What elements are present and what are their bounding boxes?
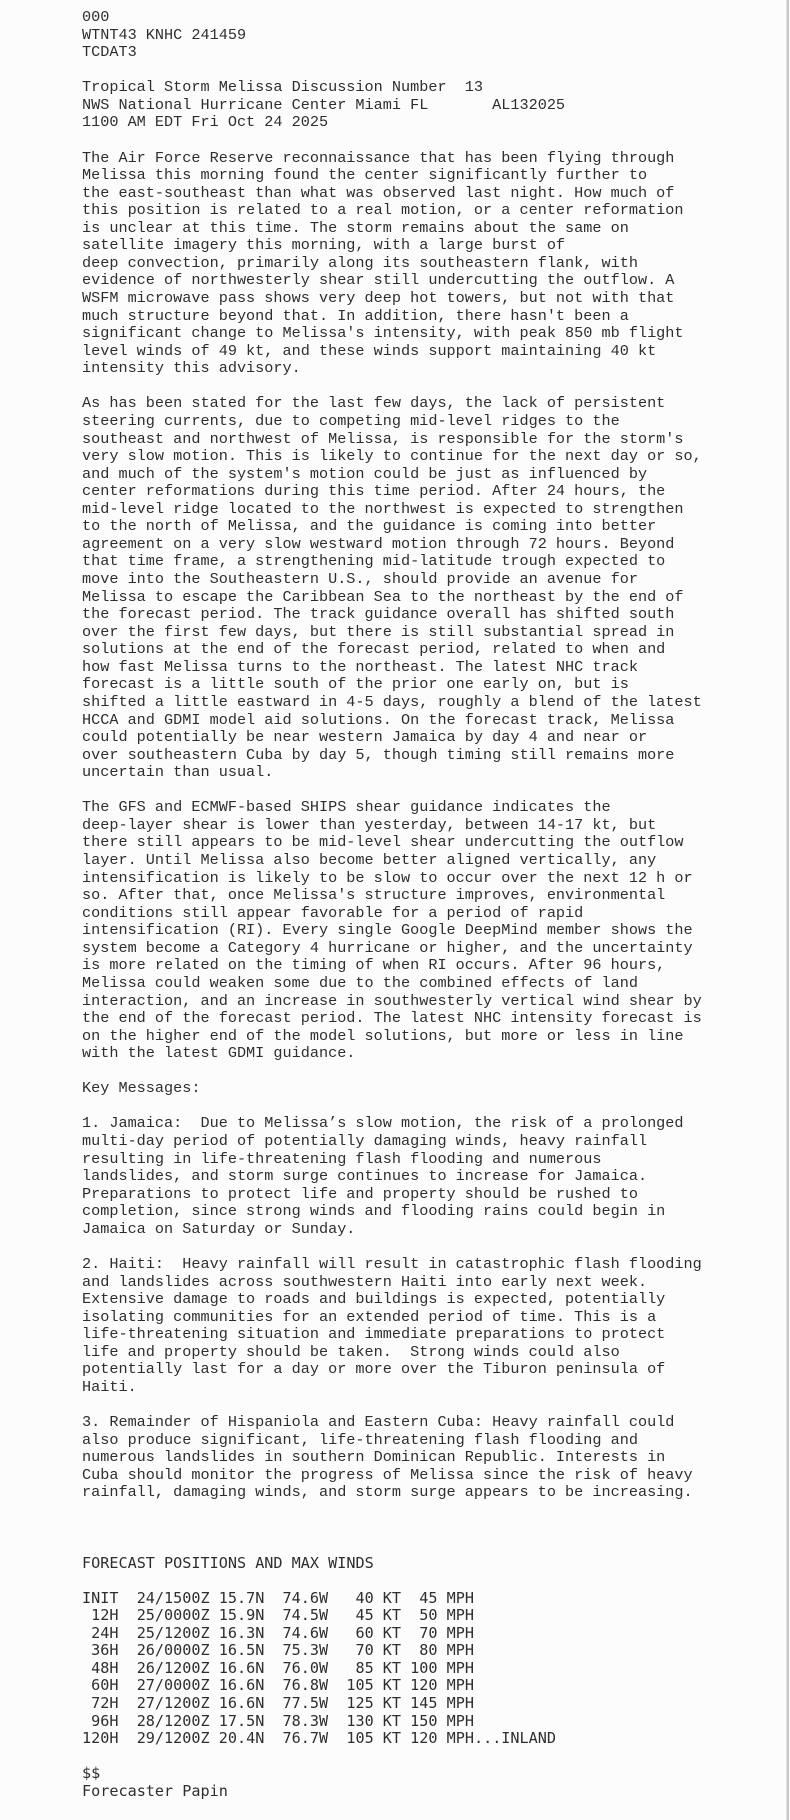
text-line: over the first few days, but there is still substantial spread in	[82, 622, 675, 641]
text-line: HCCA and GDMI model aid solutions. On the forecast track, Melissa	[82, 710, 675, 729]
forecast-row: 72H 27/1200Z 16.6N 77.5W 125 KT 145 MPH	[82, 1694, 474, 1712]
text-line: significant change to Melissa's intensity, with peak 850 mb flight	[82, 324, 684, 343]
text-line: the east-southeast than what was observed last night. How much of	[82, 183, 675, 202]
text-line: layer. Until Melissa also become better aligned vertically, any	[82, 851, 657, 869]
blank-line	[82, 378, 782, 396]
text-line: resulting in life-threatening flash flooding and numerous	[82, 1149, 602, 1168]
forecast-row: 36H 26/0000Z 16.5N 75.3W 70 KT 80 MPH	[82, 1641, 474, 1660]
text-line: deep-layer shear is lower than yesterday, between 14-17 kt, but	[82, 815, 657, 834]
header-line: WTNT43 KNHC 241459	[82, 25, 247, 44]
blank-line	[82, 1396, 782, 1414]
text-line: As has been stated for the last few days, the lack of persistent	[82, 394, 666, 413]
end-marker: $$	[82, 1764, 101, 1783]
text-line: Melissa this morning found the center significantly further to	[82, 166, 648, 185]
header-line: TCDAT3	[82, 43, 137, 62]
blank-line	[82, 62, 782, 80]
text-line: the forecast period. The track guidance overall has shifted south	[82, 605, 675, 624]
text-line: is unclear at this time. The storm remains about the same on	[82, 218, 629, 237]
forecast-row: INIT 24/1500Z 15.7N 74.6W 40 KT 45 MPH	[82, 1588, 474, 1607]
title-block	[82, 79, 782, 132]
key-message-2	[82, 1256, 782, 1397]
text-line: interaction, and an increase in southwesterly vertical wind shear by	[82, 991, 702, 1010]
text-line: forecast is a little south of the prior one early on, but is	[82, 675, 629, 694]
text-line: there still appears to be mid-level shear undercutting the outflow	[82, 833, 684, 852]
text-line: conditions still appear favorable for a period of rapid	[82, 903, 584, 922]
forecast-table	[82, 1590, 782, 1748]
text-line: that time frame, a strengthening mid-latitude trough expected to	[82, 552, 666, 571]
text-line: completion, since strong winds and flooding rains could begin in	[82, 1202, 666, 1221]
blank-line	[82, 1502, 782, 1520]
text-line: system become a Category 4 hurricane or higher, and the uncertainty	[82, 938, 693, 957]
header-line: 000	[82, 8, 110, 26]
text-line: agreement on a very slow westward motion through 72 hours. Beyond	[82, 534, 675, 553]
text-line: center reformations during this time period. After 24 hours, the	[82, 482, 666, 501]
text-line: Extensive damage to roads and buildings is expected, potentially	[82, 1290, 666, 1309]
key-message-3	[82, 1414, 782, 1502]
key-messages-heading: Key Messages:	[82, 1079, 201, 1098]
blank-line	[82, 1572, 782, 1590]
text-line: shifted a little eastward in 4-5 days, roughly a blend of the latest	[82, 692, 702, 711]
forecast-row: 12H 25/0000Z 15.9N 74.5W 45 KT 50 MPH	[82, 1606, 474, 1625]
text-line: 3. Remainder of Hispaniola and Eastern Cuba: Heavy rainfall could	[82, 1413, 675, 1431]
blank-line	[82, 782, 782, 800]
issuing-office: NWS National Hurricane Center Miami FL AL132025	[82, 95, 566, 114]
forecast-row: 96H 28/1200Z 17.5N 78.3W 130 KT 150 MPH	[82, 1711, 474, 1730]
blank-line	[82, 1238, 782, 1256]
text-line: so. After that, once Melissa's structure improves, environmental	[82, 886, 666, 905]
text-line: how fast Melissa turns to the northeast. The latest NHC track	[82, 657, 638, 676]
text-line: with the latest GDMI guidance.	[82, 1044, 356, 1063]
text-line: Melissa to escape the Caribbean Sea to the northeast by the end of	[82, 587, 684, 606]
text-line: the end of the forecast period. The latest NHC intensity forecast is	[82, 1009, 702, 1028]
key-message-1	[82, 1115, 782, 1238]
blank-line	[82, 1537, 782, 1555]
text-line: life-threatening situation and immediate preparations to protect	[82, 1325, 666, 1344]
text-line: rainfall, damaging winds, and storm surge appears to be increasing.	[82, 1483, 693, 1502]
forecast-row: 48H 26/1200Z 16.6N 76.0W 85 KT 100 MPH	[82, 1658, 474, 1677]
discussion-text	[82, 9, 782, 1800]
text-line: multi-day period of potentially damaging winds, heavy rainfall	[82, 1132, 648, 1150]
forecaster-signature: Forecaster Papin	[82, 1781, 228, 1800]
text-line: over southeastern Cuba by day 5, though timing still remains more	[82, 745, 675, 764]
text-line: also produce significant, life-threatening flash flooding and	[82, 1430, 638, 1449]
text-line: 1. Jamaica: Due to Melissa’s slow motion, the risk of a prolonged	[82, 1114, 684, 1133]
text-line: isolating communities for an extended period of time. This is a	[82, 1307, 657, 1326]
blank-line	[82, 1519, 782, 1537]
text-line: very slow motion. This is likely to continue for the next day or so,	[82, 447, 702, 466]
text-line: Jamaica on Saturday or Sunday.	[82, 1219, 356, 1238]
blank-line	[82, 1098, 782, 1116]
text-line: intensity this advisory.	[82, 359, 301, 378]
text-line: The Air Force Reserve reconnaissance that has been flying through	[82, 148, 675, 167]
text-line: uncertain than usual.	[82, 763, 274, 782]
text-line: and much of the system's motion could be just as influenced by	[82, 464, 648, 483]
text-line: intensification (RI). Every single Google DeepMind member shows the	[82, 921, 693, 940]
forecast-row: 120H 29/1200Z 20.4N 76.7W 105 KT 120 MPH...INLAND	[82, 1729, 557, 1748]
paragraph-2	[82, 395, 782, 781]
text-line: to the north of Melissa, and the guidance is coming into better	[82, 517, 657, 536]
issue-time: 1100 AM EDT Fri Oct 24 2025	[82, 113, 329, 132]
text-line: move into the Southeastern U.S., should provide an avenue for	[82, 570, 638, 588]
text-line: Preparations to protect life and property should be rushed to	[82, 1184, 638, 1203]
text-line: much structure beyond that. In addition, there hasn't been a	[82, 306, 629, 325]
text-line: southeast and northwest of Melissa, is responsible for the storm's	[82, 429, 684, 448]
text-line: and landslides across southwestern Haiti into early next week.	[82, 1272, 648, 1291]
text-line: numerous landslides in southern Dominican Republic. Interests in	[82, 1448, 666, 1467]
text-line: this position is related to a real motion, or a center reformation	[82, 201, 684, 220]
text-line: evidence of northwesterly shear still undercutting the outflow. A	[82, 271, 675, 290]
text-line: level winds of 49 kt, and these winds support maintaining 40 kt	[82, 341, 657, 360]
forecast-row: 60H 27/0000Z 16.6N 76.8W 105 KT 120 MPH	[82, 1676, 474, 1695]
paragraph-1	[82, 150, 782, 378]
blank-line	[82, 1063, 782, 1081]
discussion-title: Tropical Storm Melissa Discussion Number 13	[82, 78, 484, 97]
text-line: solutions at the end of the forecast period, related to when and	[82, 640, 666, 659]
text-line: 2. Haiti: Heavy rainfall will result in catastrophic flash flooding	[82, 1254, 702, 1273]
blank-line	[82, 1748, 782, 1766]
forecast-heading: FORECAST POSITIONS AND MAX WINDS	[82, 1553, 374, 1572]
text-line: deep convection, primarily along its southeastern flank, with	[82, 253, 638, 272]
forecast-section	[82, 1555, 782, 1801]
text-line: potentially last for a day or more over the Tiburon peninsula of	[82, 1360, 666, 1379]
text-line: life and property should be taken. Strong winds could also	[82, 1342, 620, 1361]
paragraph-3	[82, 799, 782, 1062]
text-line: WSFM microwave pass shows very deep hot towers, but not with that	[82, 289, 675, 307]
text-line: intensification is likely to be slow to occur over the next 12 h or	[82, 868, 693, 887]
text-line: Haiti.	[82, 1377, 137, 1396]
text-line: steering currents, due to competing mid-level ridges to the	[82, 411, 620, 430]
wmo-header	[82, 9, 782, 62]
text-line: on the higher end of the model solutions, but more or less in line	[82, 1026, 684, 1045]
text-line: could potentially be near western Jamaica by day 4 and near or	[82, 728, 648, 747]
text-line: The GFS and ECMWF-based SHIPS shear guidance indicates the	[82, 798, 611, 817]
text-line: is more related on the timing of when RI occurs. After 96 hours,	[82, 956, 666, 975]
text-line: Cuba should monitor the progress of Melissa since the risk of heavy	[82, 1465, 693, 1484]
forecast-row: 24H 25/1200Z 16.3N 74.6W 60 KT 70 MPH	[82, 1623, 474, 1642]
text-line: Melissa could weaken some due to the combined effects of land	[82, 973, 638, 992]
text-line: satellite imagery this morning, with a large burst of	[82, 236, 566, 255]
page-edge-border	[786, 0, 789, 1820]
blank-line	[82, 132, 782, 150]
text-line: mid-level ridge located to the northwest is expected to strengthen	[82, 499, 684, 518]
text-line: landslides, and storm surge continues to increase for Jamaica.	[82, 1167, 648, 1186]
